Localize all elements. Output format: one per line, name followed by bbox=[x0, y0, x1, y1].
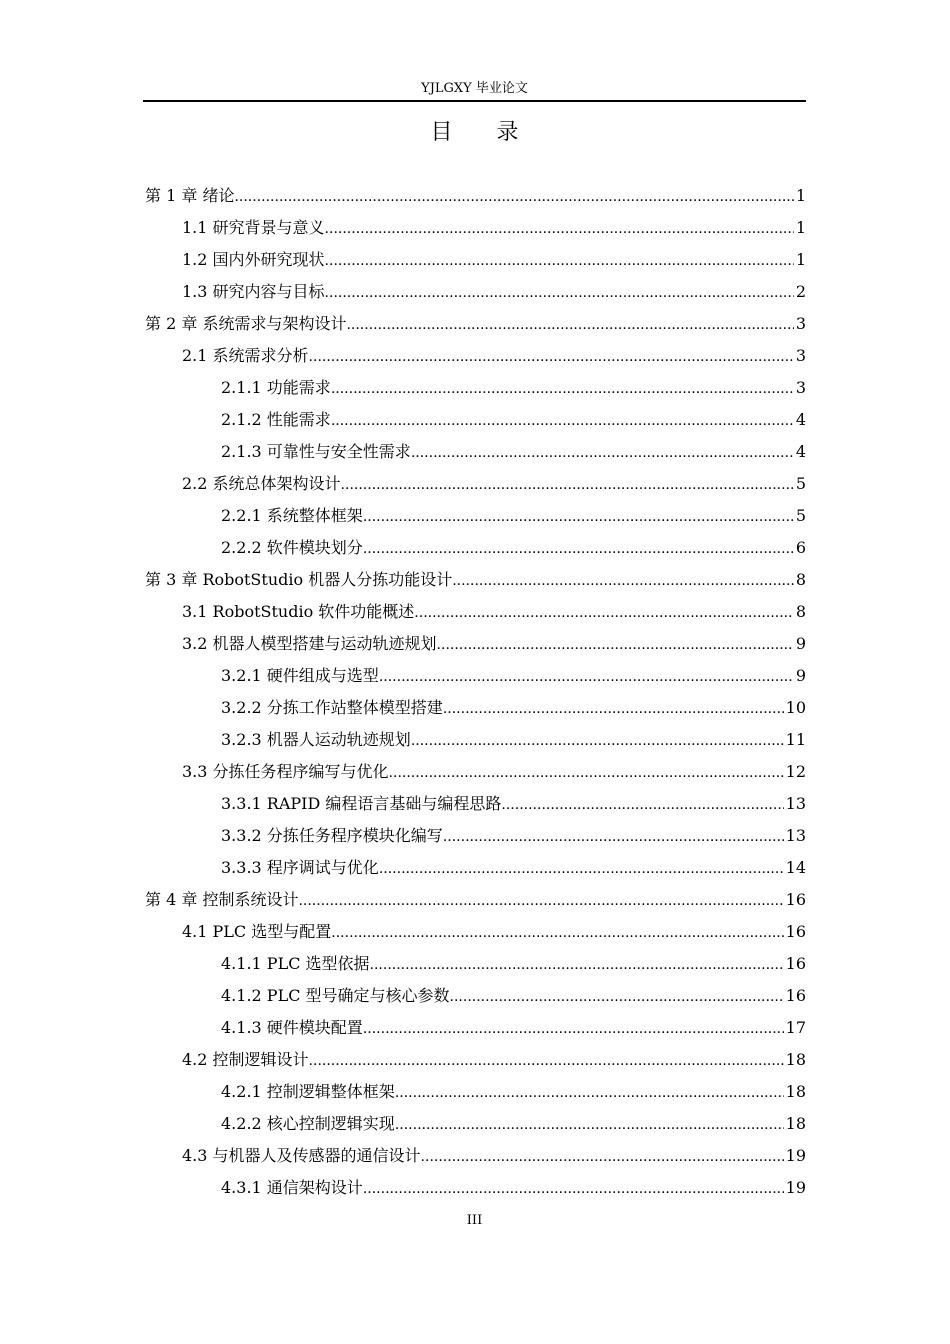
page-number: III bbox=[466, 1213, 483, 1228]
toc-dot-leader bbox=[325, 244, 794, 276]
toc-dot-leader bbox=[411, 436, 794, 468]
toc-entry-title: 4.1.2 PLC 型号确定与核心参数 bbox=[221, 986, 450, 1005]
toc-dot-leader bbox=[341, 468, 794, 500]
toc-entry-page: 4 bbox=[795, 442, 806, 461]
toc-entry-title: 第 2 章 系统需求与架构设计 bbox=[145, 314, 347, 333]
toc-entry-title: 2.2 系统总体架构设计 bbox=[182, 474, 341, 493]
toc-dot-leader bbox=[309, 340, 794, 372]
toc-entry-title: 3.3.3 程序调试与优化 bbox=[221, 858, 379, 877]
toc-entry-title: 2.1.2 性能需求 bbox=[221, 410, 331, 429]
toc-entry-title: 3.2.2 分拣工作站整体模型搭建 bbox=[221, 698, 443, 717]
toc-dot-leader bbox=[452, 564, 794, 596]
toc-dot-leader bbox=[414, 596, 794, 628]
toc-entry-title: 4.1.1 PLC 选型依据 bbox=[221, 954, 370, 973]
toc-entry[interactable] bbox=[143, 916, 806, 948]
toc-dot-leader bbox=[395, 1076, 784, 1108]
toc-entry[interactable] bbox=[143, 692, 806, 724]
toc-dot-leader bbox=[437, 628, 794, 660]
toc-entry-page: 18 bbox=[785, 1050, 806, 1069]
toc-entry[interactable] bbox=[143, 980, 806, 1012]
toc-entry-title: 3.2.3 机器人运动轨迹规划 bbox=[221, 730, 411, 749]
toc-entry[interactable] bbox=[143, 404, 806, 436]
toc-entry-title: 3.3 分拣任务程序编写与优化 bbox=[182, 762, 389, 781]
toc-entry[interactable] bbox=[143, 852, 806, 884]
toc-entry-page: 5 bbox=[795, 506, 806, 525]
toc-entry-title: 3.2 机器人模型搭建与运动轨迹规划 bbox=[182, 634, 437, 653]
toc-entry[interactable] bbox=[143, 436, 806, 468]
toc-entry-page: 16 bbox=[785, 954, 806, 973]
toc-dot-leader bbox=[379, 852, 784, 884]
toc-dot-leader bbox=[234, 180, 793, 212]
toc-entry-page: 16 bbox=[785, 922, 806, 941]
toc-entry-title: 2.1.3 可靠性与安全性需求 bbox=[221, 442, 411, 461]
toc-entry-page: 9 bbox=[795, 634, 806, 653]
toc-entry[interactable] bbox=[143, 180, 806, 212]
toc-entry[interactable] bbox=[143, 660, 806, 692]
toc-entry-page: 13 bbox=[785, 794, 806, 813]
toc-dot-leader bbox=[363, 500, 794, 532]
toc-entry-title: 2.2.1 系统整体框架 bbox=[221, 506, 363, 525]
toc-dot-leader bbox=[443, 820, 784, 852]
toc-entry-title: 4.3.1 通信架构设计 bbox=[221, 1178, 363, 1197]
toc-entry-title: 4.2 控制逻辑设计 bbox=[182, 1050, 309, 1069]
toc-entry-page: 11 bbox=[785, 730, 806, 749]
toc-entry[interactable] bbox=[143, 1012, 806, 1044]
toc-entry[interactable] bbox=[143, 340, 806, 372]
toc-dot-leader bbox=[421, 1140, 784, 1172]
toc-entry[interactable] bbox=[143, 884, 806, 916]
toc-entry[interactable] bbox=[143, 788, 806, 820]
toc-entry[interactable] bbox=[143, 724, 806, 756]
toc-dot-leader bbox=[443, 692, 784, 724]
toc-entry[interactable] bbox=[143, 468, 806, 500]
toc-entry-page: 1 bbox=[795, 218, 806, 237]
toc-entry-page: 2 bbox=[795, 282, 806, 301]
toc-dot-leader bbox=[325, 276, 794, 308]
toc-entry-page: 5 bbox=[795, 474, 806, 493]
toc-entry-title: 3.1 RobotStudio 软件功能概述 bbox=[182, 602, 415, 621]
toc-entry-page: 19 bbox=[785, 1146, 806, 1165]
toc-entry[interactable] bbox=[143, 308, 806, 340]
toc-entry-page: 18 bbox=[785, 1082, 806, 1101]
toc-dot-leader bbox=[379, 660, 794, 692]
toc-entry[interactable] bbox=[143, 948, 806, 980]
toc-entry-page: 8 bbox=[795, 570, 806, 589]
toc-entry-page: 13 bbox=[785, 826, 806, 845]
toc-entry-page: 14 bbox=[785, 858, 806, 877]
toc-entry-page: 1 bbox=[795, 250, 806, 269]
toc-dot-leader bbox=[411, 724, 784, 756]
toc-entry[interactable] bbox=[143, 820, 806, 852]
toc-entry-page: 1 bbox=[795, 186, 806, 205]
toc-entry-page: 16 bbox=[785, 890, 806, 909]
toc-dot-leader bbox=[298, 884, 783, 916]
toc-entry[interactable] bbox=[143, 372, 806, 404]
toc-entry-page: 12 bbox=[785, 762, 806, 781]
toc-entry-title: 2.1.1 功能需求 bbox=[221, 378, 331, 397]
toc-entry-title: 第 4 章 控制系统设计 bbox=[145, 890, 299, 909]
toc-entry-page: 16 bbox=[785, 986, 806, 1005]
toc-dot-leader bbox=[325, 212, 794, 244]
toc-entry-title: 3.3.2 分拣任务程序模块化编写 bbox=[221, 826, 443, 845]
toc-dot-leader bbox=[363, 1012, 784, 1044]
toc-dot-leader bbox=[363, 1172, 784, 1204]
toc-entry-title: 2.2.2 软件模块划分 bbox=[221, 538, 363, 557]
toc-dot-leader bbox=[331, 916, 783, 948]
toc-entry[interactable] bbox=[143, 244, 806, 276]
toc-title: 目录 bbox=[430, 120, 563, 145]
toc-entry-page: 6 bbox=[795, 538, 806, 557]
toc-dot-leader bbox=[389, 756, 784, 788]
toc-entry[interactable] bbox=[143, 1044, 806, 1076]
toc-dot-leader bbox=[450, 980, 784, 1012]
toc-entry[interactable] bbox=[143, 1140, 806, 1172]
toc-dot-leader bbox=[346, 308, 793, 340]
toc-dot-leader bbox=[331, 404, 794, 436]
toc-entry[interactable] bbox=[143, 1172, 806, 1204]
toc-entry-title: 4.2.1 控制逻辑整体框架 bbox=[221, 1082, 395, 1101]
toc-entry-title: 2.1 系统需求分析 bbox=[182, 346, 309, 365]
toc-entry-page: 3 bbox=[795, 314, 806, 333]
toc-entry-page: 17 bbox=[785, 1018, 806, 1037]
toc-entry-title: 3.3.1 RAPID 编程语言基础与编程思路 bbox=[221, 794, 502, 813]
toc-entry[interactable] bbox=[143, 596, 806, 628]
toc-entry[interactable] bbox=[143, 756, 806, 788]
toc-entry-title: 1.3 研究内容与目标 bbox=[182, 282, 325, 301]
toc-entry-page: 9 bbox=[795, 666, 806, 685]
toc-entry-title: 第 1 章 绪论 bbox=[145, 186, 235, 205]
toc-dot-leader bbox=[395, 1108, 784, 1140]
toc-entry-title: 1.2 国内外研究现状 bbox=[182, 250, 325, 269]
toc-entry[interactable] bbox=[143, 532, 806, 564]
toc-entry[interactable] bbox=[143, 500, 806, 532]
toc-entry-page: 19 bbox=[785, 1178, 806, 1197]
toc-entry-title: 1.1 研究背景与意义 bbox=[182, 218, 325, 237]
toc-entry-title: 4.2.2 核心控制逻辑实现 bbox=[221, 1114, 395, 1133]
toc-dot-leader bbox=[309, 1044, 784, 1076]
toc-entry-title: 第 3 章 RobotStudio 机器人分拣功能设计 bbox=[145, 570, 453, 589]
toc-entry-page: 8 bbox=[795, 602, 806, 621]
toc-entry[interactable] bbox=[143, 564, 806, 596]
toc-entry-title: 3.2.1 硬件组成与选型 bbox=[221, 666, 379, 685]
toc-entry[interactable] bbox=[143, 212, 806, 244]
toc-entry-page: 10 bbox=[785, 698, 806, 717]
toc-entry[interactable] bbox=[143, 276, 806, 308]
toc-entry[interactable] bbox=[143, 1076, 806, 1108]
toc-entry-title: 4.3 与机器人及传感器的通信设计 bbox=[182, 1146, 421, 1165]
toc-entry-title: 4.1 PLC 选型与配置 bbox=[182, 922, 332, 941]
toc-entry-page: 3 bbox=[795, 346, 806, 365]
toc-dot-leader bbox=[363, 532, 794, 564]
table-of-contents bbox=[143, 180, 806, 1204]
running-header: YJLGXY 毕业论文 bbox=[421, 81, 528, 96]
toc-dot-leader bbox=[501, 788, 783, 820]
toc-entry[interactable] bbox=[143, 628, 806, 660]
toc-entry[interactable] bbox=[143, 1108, 806, 1140]
toc-dot-leader bbox=[331, 372, 794, 404]
toc-entry-page: 4 bbox=[795, 410, 806, 429]
header-rule bbox=[143, 100, 806, 102]
toc-dot-leader bbox=[370, 948, 784, 980]
toc-entry-page: 3 bbox=[795, 378, 806, 397]
toc-entry-page: 18 bbox=[785, 1114, 806, 1133]
toc-entry-title: 4.1.3 硬件模块配置 bbox=[221, 1018, 363, 1037]
